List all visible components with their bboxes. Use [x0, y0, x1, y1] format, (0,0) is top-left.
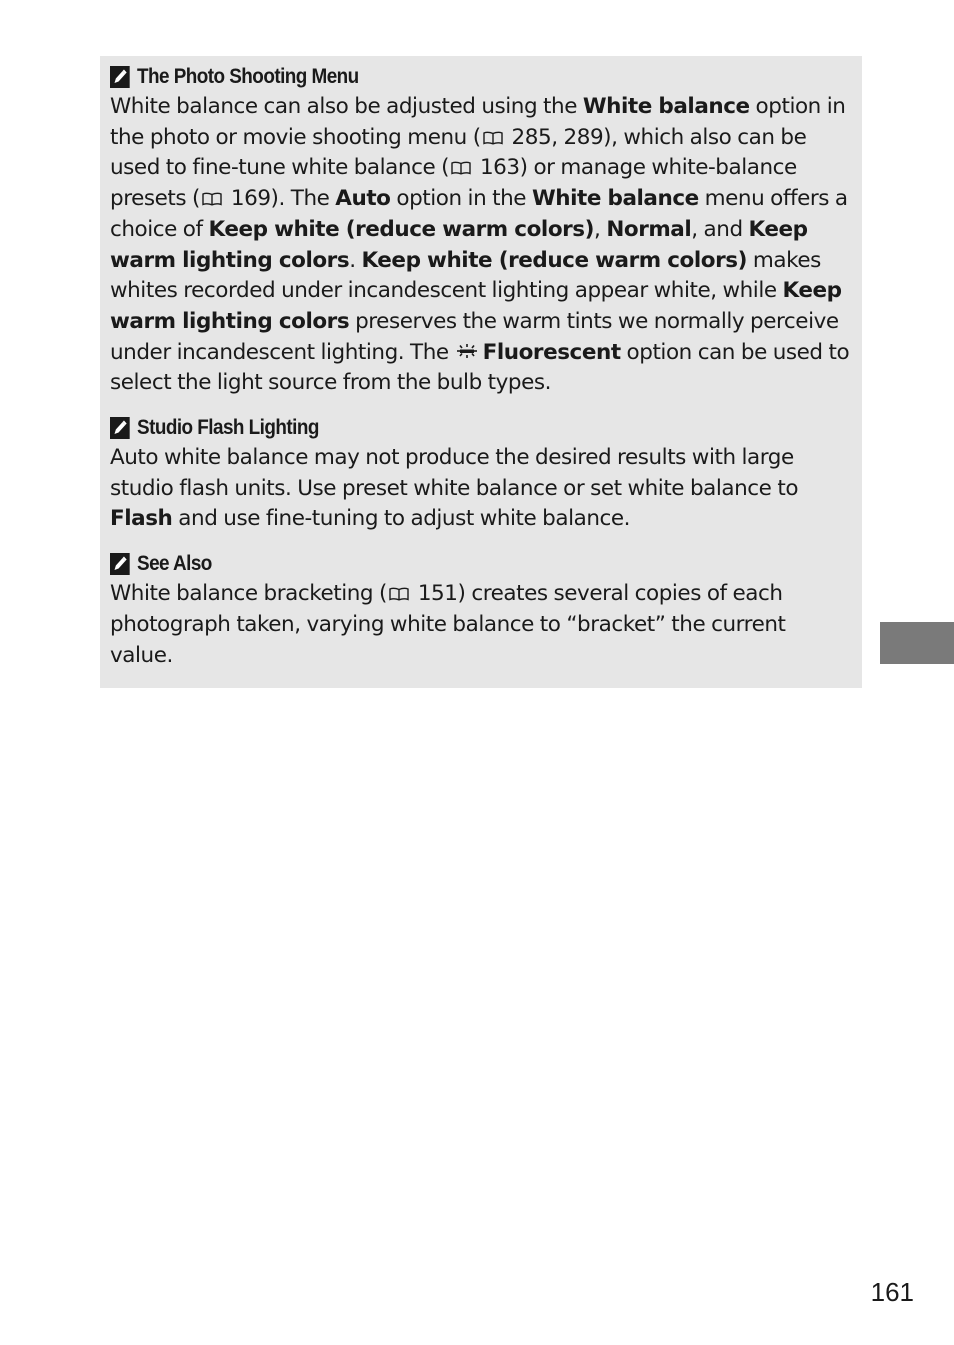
- bold-term: Keep white (reduce warm colors): [361, 247, 747, 273]
- section-body: White balance can also be adjusted using the White balance option in the photo or movie shooting menu ( 285, 289), which also can be used to fine-tune white balance ( 163) or manage white-balance presets ( 169). The Auto option in the White balance menu offers a choice of Keep white (reduce warm colors), Normal, and Keep warm lighting colors. Keep white (reduce warm colors) makes whites recorded under incandescent lighting appear white, while Keep warm lighting colors preserves the warm tints we normally perceive under incandescent lighting. The Fluorescent option can be used to select the light source from the bulb types.: [110, 94, 850, 396]
- bold-term: Flash: [110, 506, 173, 532]
- section-title: [110, 413, 778, 443]
- section-body: White balance bracketing ( 151) creates several copies of each photograph taken, varying white balance to “bracket” the current value.: [110, 581, 786, 668]
- chapter-side-tab: [880, 622, 954, 664]
- bold-term: Keep white (reduce warm colors): [208, 216, 595, 242]
- pencil-note-icon: [110, 417, 130, 439]
- section-title: [110, 549, 778, 579]
- section-title-text: See Also: [137, 552, 212, 576]
- book-icon: [388, 580, 410, 594]
- bold-term: Auto: [335, 186, 391, 212]
- pencil-note-icon: [110, 553, 130, 575]
- section-body: Auto white balance may not produce the desired results with large studio flash units. Use preset white balance or set white balance to Flash and use fine-tuning to adjust white balance.: [110, 445, 799, 532]
- section-see-also: [110, 549, 852, 671]
- section-studio-flash-lighting: [110, 413, 852, 535]
- bold-term: Keep warm lighting colors: [110, 216, 808, 273]
- pencil-note-icon: [110, 66, 130, 88]
- section-title-text: Studio Flash Lighting: [137, 416, 319, 440]
- section-photo-shooting-menu: [110, 62, 852, 399]
- bold-term: Fluorescent: [482, 339, 621, 365]
- bold-term: White balance: [582, 94, 750, 119]
- page-number: 161: [870, 1277, 914, 1307]
- bold-term: Normal: [606, 216, 692, 242]
- bold-term: White balance: [531, 186, 699, 212]
- book-icon: [482, 124, 504, 138]
- book-icon: [201, 185, 223, 199]
- section-title: [110, 62, 778, 92]
- book-icon: [450, 154, 472, 168]
- section-title-text: The Photo Shooting Menu: [137, 65, 359, 88]
- note-box: [100, 56, 862, 688]
- fluorescent-icon: [455, 340, 479, 358]
- bold-term: Keep warm lighting colors: [110, 278, 842, 334]
